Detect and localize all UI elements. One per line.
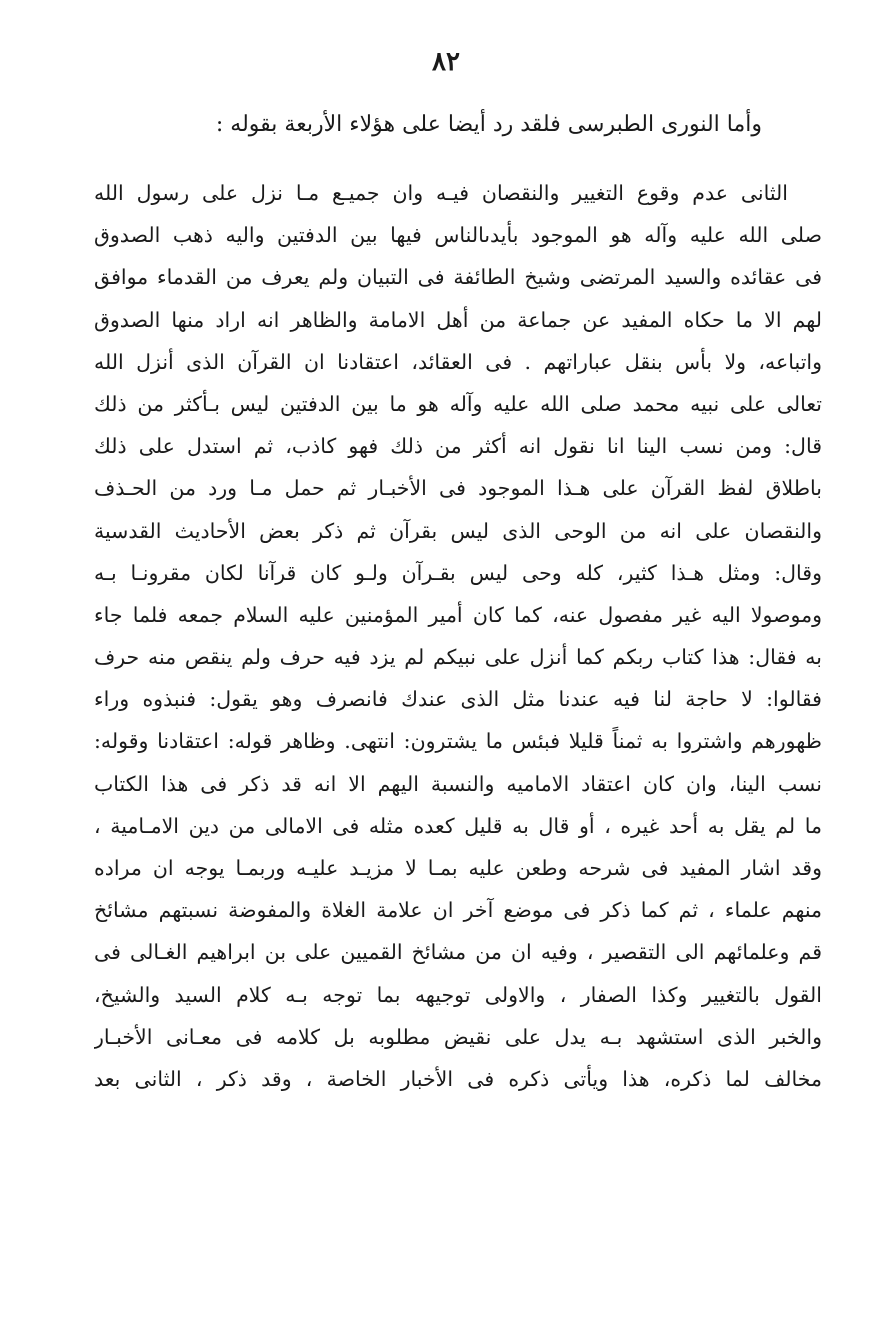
text-line: لهم الا ما حكاه المفيد عن جماعة من أهل الامامة والظاهر انه اراد منها الصدوق xyxy=(94,307,822,332)
text-line: صلى الله عليه وآله هو الموجود بأيدىالناس فيها بين الدفتين واليه ذهب الصدوق xyxy=(94,223,822,248)
page-number: ٨٢ xyxy=(432,47,460,77)
text-line: ظهورهم واشتروا به ثمناً قليلا فبئس ما يشترون: انتهى. وظاهر قوله: اعتقادنا وقوله: xyxy=(94,729,822,754)
body-text xyxy=(94,172,822,1100)
intro-line: وأما النورى الطبرسى فلقد رد أيضا على هؤلاء الأربعة بقوله : xyxy=(215,112,762,137)
text-line: والخبر الذى استشهد بـه يدل على نقيض مطلوبه بل كلامه فى معـانى الأخبـار xyxy=(94,1024,822,1049)
text-line: تعالى على نبيه محمد صلى الله عليه وآله هو ما بين الدفتين ليس بـأكثر من ذلك xyxy=(94,391,822,416)
text-line: وقال: ومثل هـذا كثير، كله وحى ليس بقـرآن ولـو كان قرآنا لكان مقرونـا بـه xyxy=(94,560,822,585)
text-line: باطلاق لفظ القرآن على هـذا الموجود فى الأخبـار ثم حمل مـا ورد من الحـذف xyxy=(94,476,822,501)
text-line: فى عقائده والسيد المرتضى وشيخ الطائفة فى التبيان ولم يعرف من القدماء موافق xyxy=(94,265,822,290)
text-line: به فقال: هذا كتاب ربكم كما أنزل على نبيكم لم يزد فيه حرف ولم ينقص منه حرف xyxy=(94,645,822,670)
text-line: واتباعه، ولا بأس بنقل عباراتهم . فى العقائد، اعتقادنا ان القرآن الذى أنزل الله xyxy=(94,349,822,374)
text-line: مخالف لما ذكره، هذا ويأتى ذكره فى الأخبار الخاصة ، وقد ذكر ، الثانى بعد xyxy=(94,1066,822,1091)
text-line: وقد اشار المفيد فى شرحه وطعن عليه بمـا لا مزيـد عليـه وربمـا يوجه ان مراده xyxy=(94,856,822,880)
text-line: قال: ومن نسب الينا انا نقول انه أكثر من ذلك فهو كاذب، ثم استدل على ذلك xyxy=(94,434,822,459)
text-line: والنقصان على انه من الوحى الذى ليس بقرآن ثم ذكر بعض الأحاديث القدسية xyxy=(94,518,822,543)
text-line: الثانى عدم وقوع التغيير والنقصان فيـه وان جميـع مـا نزل على رسول الله xyxy=(94,181,788,205)
text-line: وموصولا اليه غير مفصول عنه، كما كان أمير المؤمنين عليه السلام جمعه فلما جاء xyxy=(94,602,822,627)
text-line: فقالوا: لا حاجة لنا فيه عندنا مثل الذى عندك فانصرف وهو يقول: فنبذوه وراء xyxy=(94,687,822,712)
text-line: قم وعلمائهم الى التقصير ، وفيه ان من مشائخ القميين على بن ابراهيم الغـالى فى xyxy=(94,940,822,965)
text-line: ما لم يقل به أحد غيره ، أو قال به قليل كعده مثله فى الامالى من دين الامـامية ، xyxy=(94,813,822,838)
text-line: نسب الينا، وان كان اعتقاد الاماميه والنسبة اليهم الا انه قد ذكر فى هذا الكتاب xyxy=(94,771,822,796)
text-line: القول بالتغيير وكذا الصفار ، والاولى توجيهه بما توجه بـه كلام السيد والشيخ، xyxy=(94,982,822,1007)
text-line: منهم علماء ، ثم كما ذكر فى موضع آخر ان علامة الغلاة والمفوضة نسبتهم مشائخ xyxy=(94,898,822,923)
